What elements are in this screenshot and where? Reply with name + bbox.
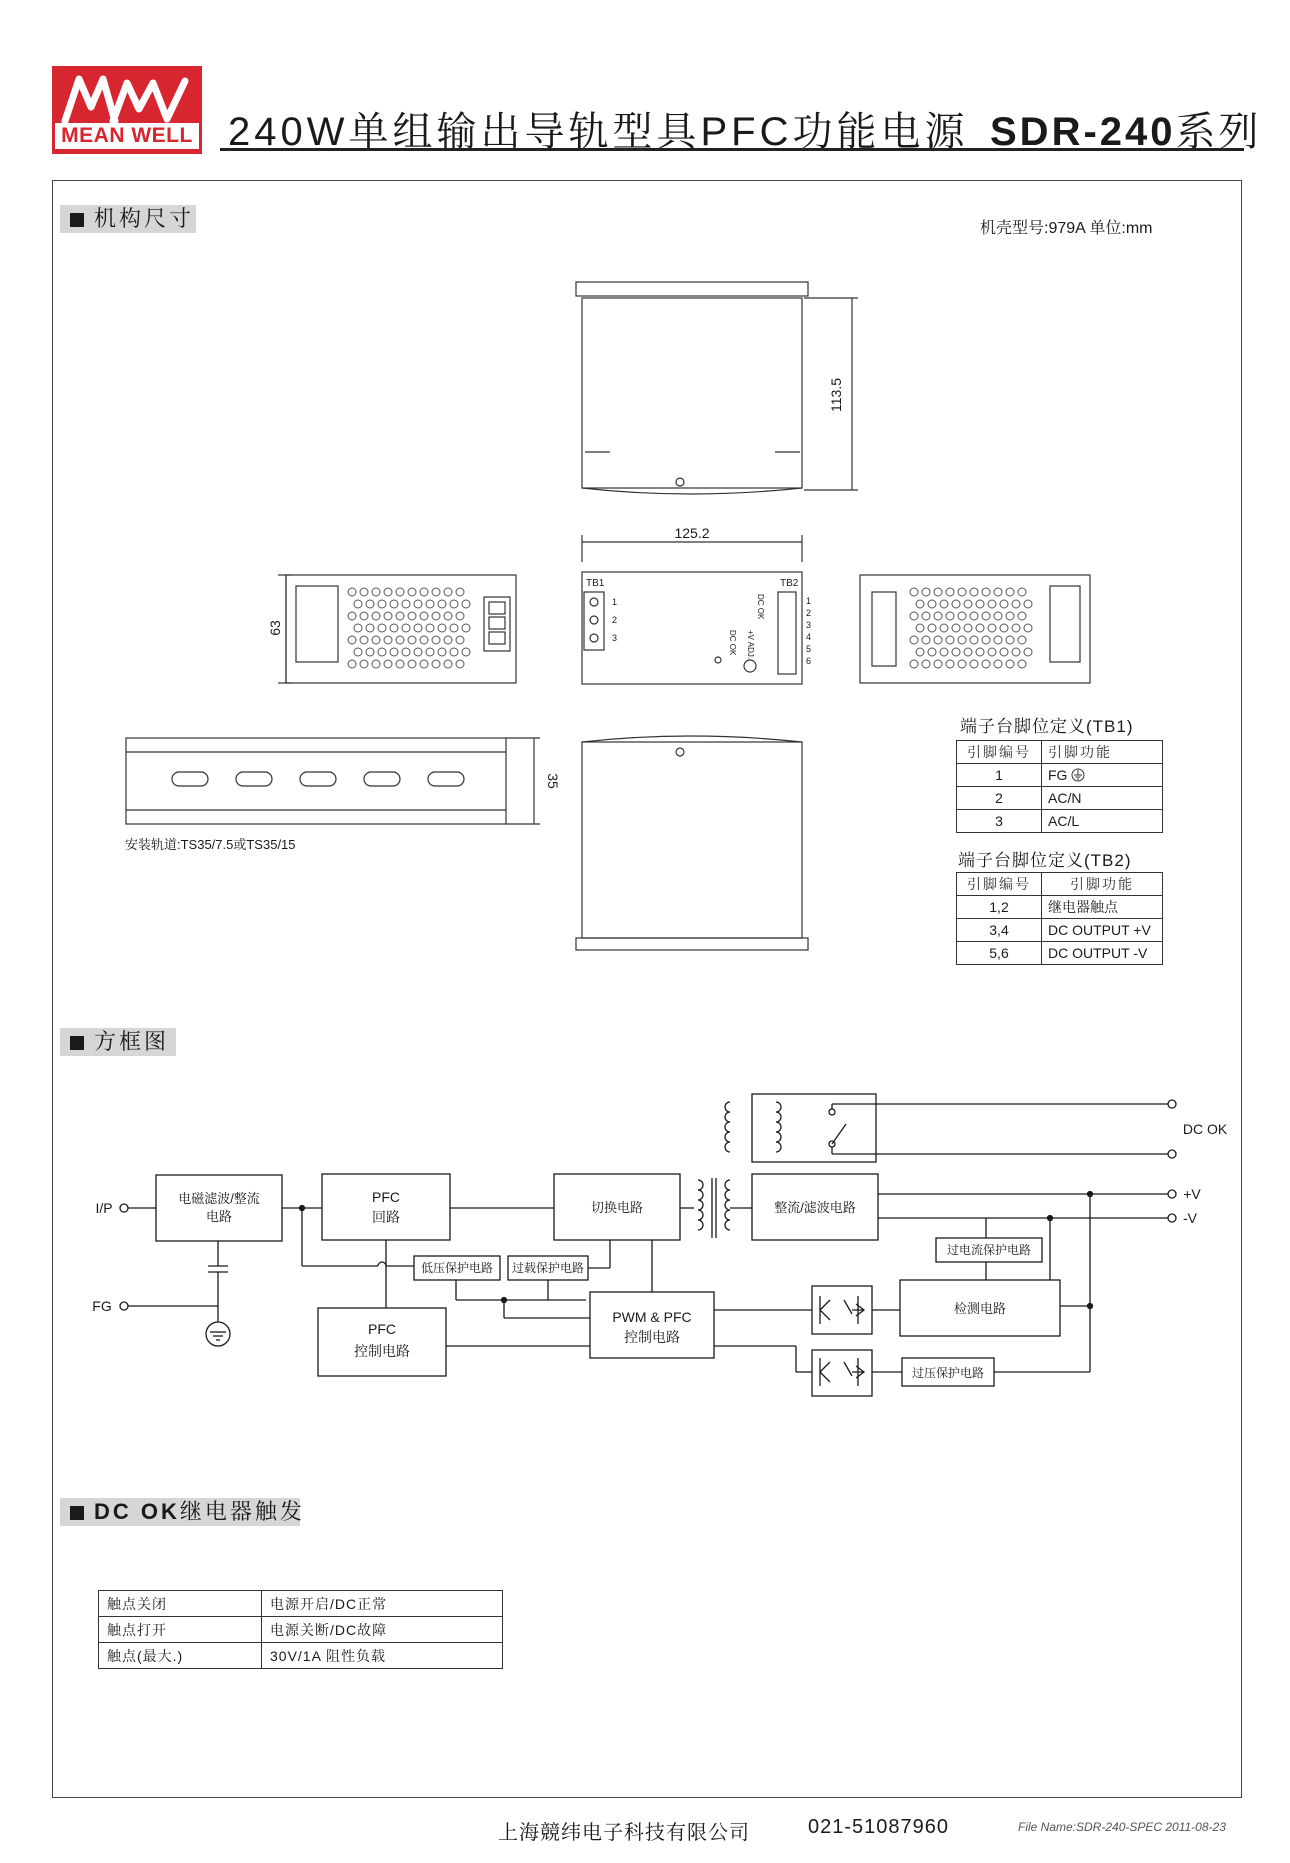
tb2-header-pin: 引脚编号 xyxy=(957,873,1042,896)
tb1-table-title: 端子台脚位定义(TB1) xyxy=(960,717,1134,736)
table-row xyxy=(957,919,1163,942)
tb2-header-func: 引脚功能 xyxy=(1042,873,1163,896)
tb1-header-pin: 引脚编号 xyxy=(957,741,1042,764)
tb2-pin-4: 4 xyxy=(806,632,812,642)
pwm-label-2: 控制电路 xyxy=(624,1329,680,1345)
switch-label: 切换电路 xyxy=(590,1200,644,1215)
tb2-block xyxy=(778,592,796,674)
relay-cond: 触点关闭 xyxy=(99,1591,262,1617)
pwm-label-1: PWM & PFC xyxy=(612,1309,692,1325)
dim-rail-label: 35 xyxy=(545,773,561,789)
tb2-pin-2: 2 xyxy=(806,608,812,618)
table-row xyxy=(957,896,1163,919)
table-row xyxy=(957,764,1163,787)
footer-phone: 021-51087960 xyxy=(808,1816,950,1838)
block-diagram-heading xyxy=(60,1028,176,1056)
tb1-func: AC/N xyxy=(1042,787,1163,810)
model-number: SDR-240 xyxy=(990,110,1176,154)
dc-ok-led-icon xyxy=(715,657,721,663)
top-view-bottom-edge xyxy=(582,488,802,494)
vplus-terminal xyxy=(1168,1190,1176,1198)
tb1-pin-2: 2 xyxy=(612,615,618,625)
relay-cond: 触点(最大.) xyxy=(99,1643,262,1669)
footer-company: 上海競纬电子科技有限公司 xyxy=(498,1822,750,1844)
relay-cond: 触点打开 xyxy=(99,1617,262,1643)
adj-potentiometer-icon xyxy=(744,660,756,672)
uvp-label: 低压保护电路 xyxy=(420,1261,494,1275)
tb2-pin: 5,6 xyxy=(957,942,1042,965)
top-view-rail-clip xyxy=(576,282,808,296)
dim-depth-label: 63 xyxy=(267,620,283,636)
tb1-pin: 1 xyxy=(957,764,1042,787)
mechanical-heading-text: 机构尺寸 xyxy=(94,206,195,231)
tb2-pin-3: 3 xyxy=(806,620,812,630)
relay-heading-en: DC OK xyxy=(94,1499,180,1524)
pfc-control-label-2: 控制电路 xyxy=(354,1343,410,1359)
table-row xyxy=(99,1643,503,1669)
din-rail xyxy=(126,738,506,824)
tb1-header-row xyxy=(957,741,1163,764)
footer-file-name: File Name:SDR-240-SPEC 2011-08-23 xyxy=(1018,1820,1226,1834)
ovp-label: 过压保护电路 xyxy=(911,1366,985,1380)
relay-heading xyxy=(60,1498,305,1526)
ocp-label: 过电流保护电路 xyxy=(946,1243,1032,1257)
tb2-pin: 1,2 xyxy=(957,896,1042,919)
tb1-header-func: 引脚功能 xyxy=(1042,741,1163,764)
table-row xyxy=(99,1591,503,1617)
table-row xyxy=(99,1617,503,1643)
table-row xyxy=(957,810,1163,833)
emi-label-2: 电路 xyxy=(205,1209,233,1224)
tb1-pin-3: 3 xyxy=(612,633,618,643)
emi-filter-box xyxy=(156,1175,282,1241)
series-suffix: 系列 xyxy=(1175,110,1262,154)
tb1-func-text: FG xyxy=(1048,767,1068,783)
bullet-square-icon xyxy=(70,1036,84,1050)
tb1-label: TB1 xyxy=(586,578,605,589)
dc-ok-led-mark: DC OK xyxy=(728,630,737,656)
tb2-pin-5: 5 xyxy=(806,644,812,654)
tb2-func: 继电器触点 xyxy=(1042,896,1163,919)
tb1-func xyxy=(1042,764,1163,787)
pfc-label-1: PFC xyxy=(372,1189,400,1205)
vent-holes xyxy=(348,588,1032,668)
table-row xyxy=(957,942,1163,965)
left-view-body xyxy=(286,575,516,683)
dim-width-label: 125.2 xyxy=(674,525,710,541)
tb2-table xyxy=(956,872,1163,965)
tb2-pin-6: 6 xyxy=(806,656,812,666)
tb1-pin: 3 xyxy=(957,810,1042,833)
block-diagram xyxy=(0,1060,1290,1420)
bullet-square-icon xyxy=(70,1506,84,1520)
front-view-body xyxy=(582,572,802,684)
rail-note: 安装轨道:TS35/7.5或TS35/15 xyxy=(125,837,296,852)
relay-state: 电源开启/DC正常 xyxy=(262,1591,503,1617)
transformer-icon xyxy=(698,1180,703,1230)
ground-icon xyxy=(1071,768,1085,782)
vminus-terminal xyxy=(1168,1214,1176,1222)
table-row xyxy=(957,787,1163,810)
ip-terminal xyxy=(120,1204,128,1212)
tb2-func: DC OUTPUT +V xyxy=(1042,919,1163,942)
logo-wordmark: MEAN WELL xyxy=(55,123,199,149)
dcok-terminal-b xyxy=(1168,1150,1176,1158)
pfc-box xyxy=(322,1174,450,1240)
right-view-body xyxy=(860,575,1090,683)
tb2-side-block xyxy=(872,592,896,666)
tb2-header-row xyxy=(957,873,1163,896)
tb1-pin-1: 1 xyxy=(612,597,618,607)
tb1-table xyxy=(956,740,1163,833)
screw-icon xyxy=(676,478,684,486)
relay-state: 30V/1A 阻性负载 xyxy=(262,1643,503,1669)
pfc-control-box xyxy=(318,1308,446,1376)
tb1-func: AC/L xyxy=(1042,810,1163,833)
case-number: 机壳型号:979A 单位:mm xyxy=(980,220,1153,237)
tb2-func: DC OUTPUT -V xyxy=(1042,942,1163,965)
tb1-block xyxy=(584,592,604,650)
relay-coil-icon xyxy=(725,1102,730,1152)
optocoupler-icon-2 xyxy=(820,1358,864,1386)
pwm-pfc-box xyxy=(590,1292,714,1358)
detect-label: 检测电路 xyxy=(953,1301,1007,1316)
block-heading-text: 方框图 xyxy=(94,1029,170,1054)
relay-state: 电源关断/DC故障 xyxy=(262,1617,503,1643)
fg-terminal xyxy=(120,1302,128,1310)
dim-height-label: 113.5 xyxy=(828,378,844,412)
pfc-label-2: 回路 xyxy=(372,1209,400,1225)
dcok-terminal-a xyxy=(1168,1100,1176,1108)
tb1-pin: 2 xyxy=(957,787,1042,810)
top-view-body xyxy=(582,298,802,488)
vminus-label: -V xyxy=(1183,1210,1197,1226)
dcok-label: DC OK xyxy=(1182,1121,1228,1137)
relay-heading-cn: 继电器触发 xyxy=(179,1499,305,1524)
pfc-control-label-1: PFC xyxy=(368,1321,396,1337)
ip-label: I/P xyxy=(95,1200,113,1216)
relay-table xyxy=(98,1590,503,1669)
tb2-pin-1: 1 xyxy=(806,596,812,606)
page-title: 240W单组输出导轨型具PFC功能电源 xyxy=(228,110,969,154)
dc-ok-relay-mark: DC OK xyxy=(756,594,765,620)
fg-label: FG xyxy=(92,1298,112,1314)
tb2-pin: 3,4 xyxy=(957,919,1042,942)
emi-label-1: 电磁滤波/整流 xyxy=(178,1191,260,1206)
olp-label: 过载保护电路 xyxy=(511,1261,585,1275)
optocoupler-icon-1 xyxy=(820,1296,864,1324)
bottom-view-body xyxy=(582,742,802,938)
vplus-label: +V xyxy=(1183,1186,1201,1202)
ground-symbol-icon xyxy=(206,1322,230,1346)
rectifier-label: 整流/滤波电路 xyxy=(774,1200,856,1215)
tb2-table-title: 端子台脚位定义(TB2) xyxy=(958,851,1132,870)
vadj-mark: +V ADJ. xyxy=(746,630,755,660)
tb2-label: TB2 xyxy=(780,578,799,589)
